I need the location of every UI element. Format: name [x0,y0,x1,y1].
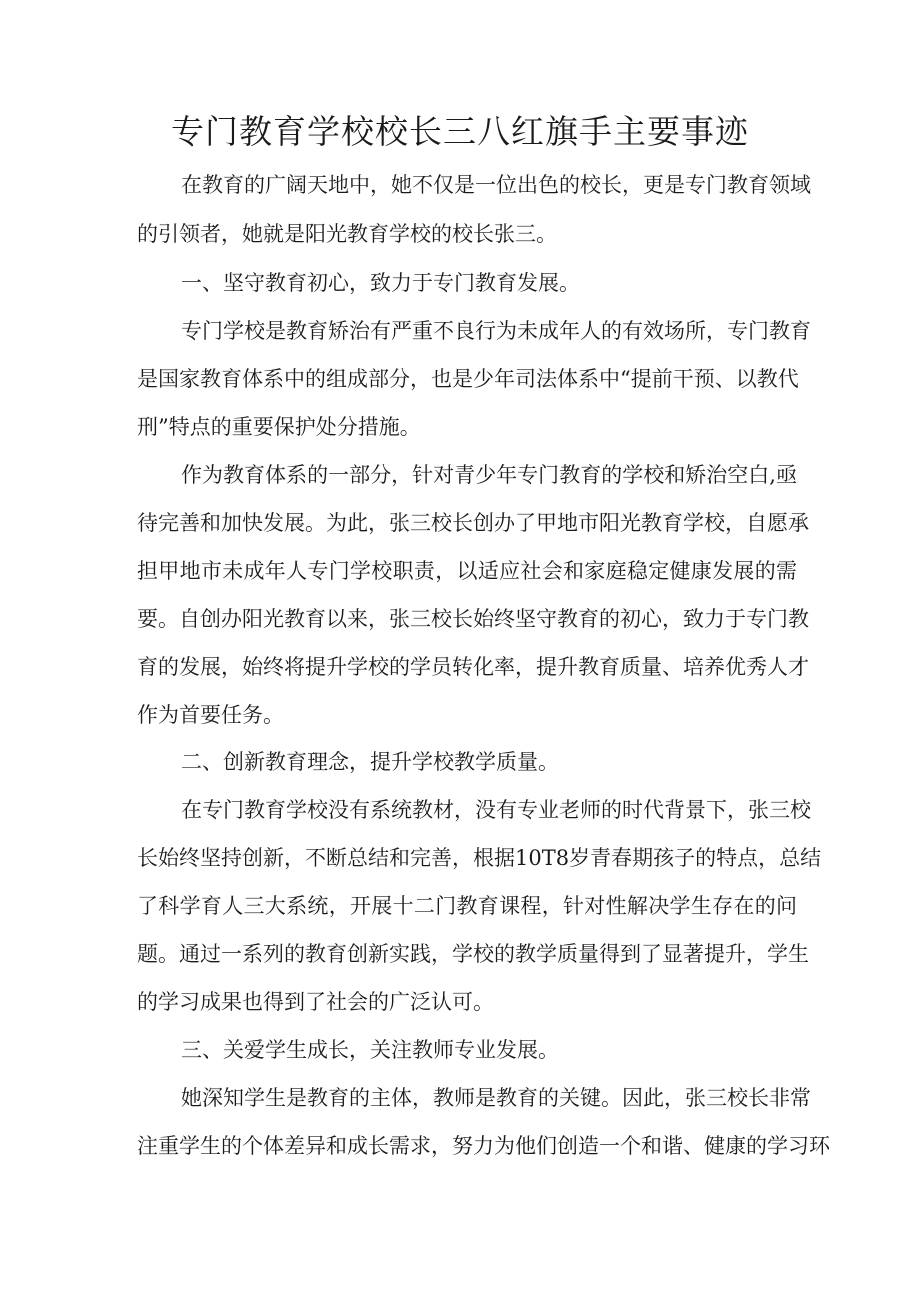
section-heading: 一、坚守教育初心，致力于专门教育发展。 [181,271,580,295]
paragraph-line: 作为教育体系的一部分，针对青少年专门教育的学校和矫治空白,亟 [181,463,797,487]
paragraph-line: 的学习成果也得到了社会的广泛认可。 [137,990,494,1014]
paragraph-line: 刑”特点的重要保护处分措施。 [137,415,421,439]
section-heading: 二、创新教育理念，提升学校教学质量。 [181,750,559,774]
paragraph-line: 题。通过一系列的教育创新实践，学校的教学质量得到了显著提升，学生 [137,942,809,966]
paragraph-line: 长始终坚持创新，不断总结和完善，根据10T8岁青春期孩子的特点，总结 [137,846,822,870]
paragraph-line: 在教育的广阔天地中，她不仅是一位出色的校长，更是专门教育领域 [181,173,811,197]
paragraph-line: 要。自创办阳光教育以来，张三校长始终坚守教育的初心，致力于专门教 [137,607,809,631]
paragraph-line: 了科学育人三大系统，开展十二门教育课程，针对性解决学生存在的问 [137,894,797,918]
paragraph-line: 是国家教育体系中的组成部分，也是少年司法体系中“提前干预、以教代 [137,367,799,391]
paragraph-line: 担甲地市未成年人专门学校职责，以适应社会和家庭稳定健康发展的需 [137,559,797,583]
paragraph-line: 她深知学生是教育的主体，教师是教育的关键。因此，张三校长非常 [181,1086,811,1110]
paragraph-line: 在专门教育学校没有系统教材，没有专业老师的时代背景下，张三校 [181,798,811,822]
paragraph-line: 的引领者，她就是阳光教育学校的校长张三。 [137,222,557,246]
document-title: 专门教育学校校长三八红旗手主要事迹 [171,112,749,151]
section-heading: 三、关爱学生成长，关注教师专业发展。 [181,1038,559,1062]
paragraph-line: 注重学生的个体差异和成长需求，努力为他们创造一个和谐、健康的学习环 [137,1134,830,1158]
paragraph-line: 育的发展，始终将提升学校的学员转化率，提升教育质量、培养优秀人才 [137,655,809,679]
paragraph-line: 待完善和加快发展。为此，张三校长创办了甲地市阳光教育学校，自愿承 [137,511,809,535]
paragraph-line: 专门学校是教育矫治有严重不良行为未成年人的有效场所，专门教育 [181,319,811,343]
paragraph-line: 作为首要任务。 [137,703,284,727]
